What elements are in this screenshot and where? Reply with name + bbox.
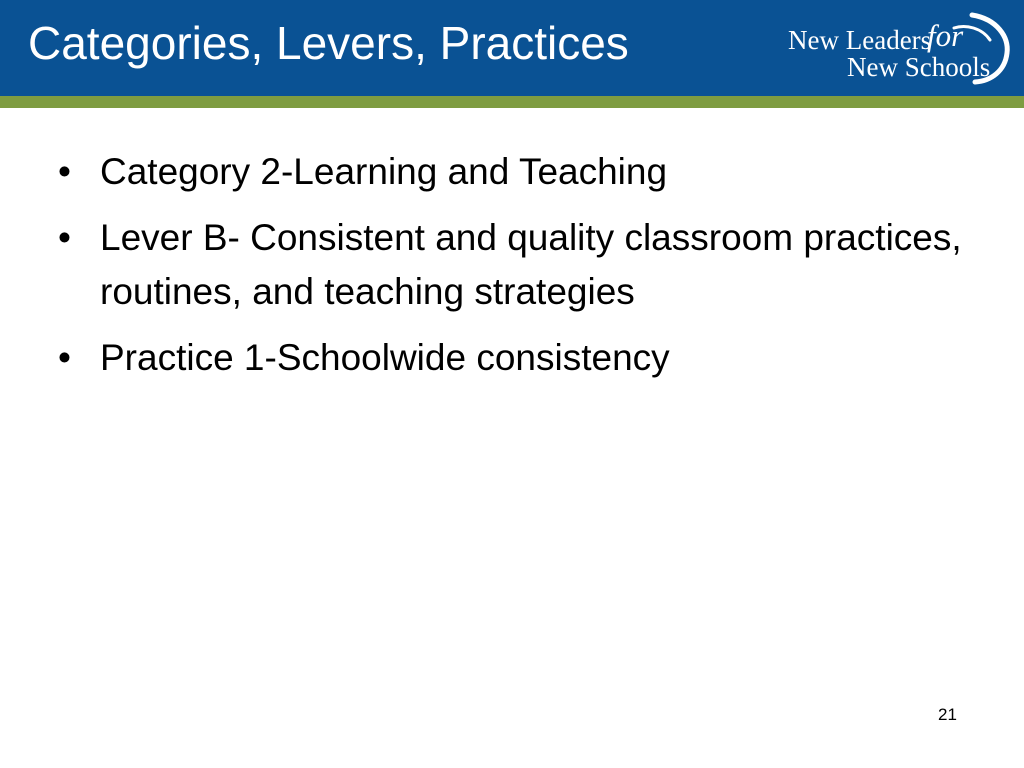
page-title: Categories, Levers, Practices bbox=[28, 17, 629, 69]
logo-line-1: New Leaders bbox=[788, 25, 932, 55]
bullet-text: Lever B- Consistent and quality classroom practices, routines, and teaching strategies bbox=[100, 217, 962, 312]
bullet-icon: • bbox=[58, 151, 71, 192]
header-accent-stripe bbox=[0, 96, 1024, 108]
bullet-item bbox=[58, 331, 968, 385]
bullet-text: Practice 1-Schoolwide consistency bbox=[100, 337, 670, 378]
bullet-item bbox=[58, 145, 968, 199]
bullet-list bbox=[58, 145, 968, 385]
logo-for: for bbox=[927, 18, 964, 53]
page-number: 21 bbox=[938, 705, 957, 724]
bullet-item bbox=[58, 211, 968, 319]
bullet-text: Category 2-Learning and Teaching bbox=[100, 151, 668, 192]
bullet-icon: • bbox=[58, 337, 71, 378]
organization-logo bbox=[784, 10, 1010, 86]
bullet-icon: • bbox=[58, 217, 71, 258]
slide-content bbox=[58, 145, 968, 397]
logo-line-2: New Schools bbox=[847, 52, 991, 82]
